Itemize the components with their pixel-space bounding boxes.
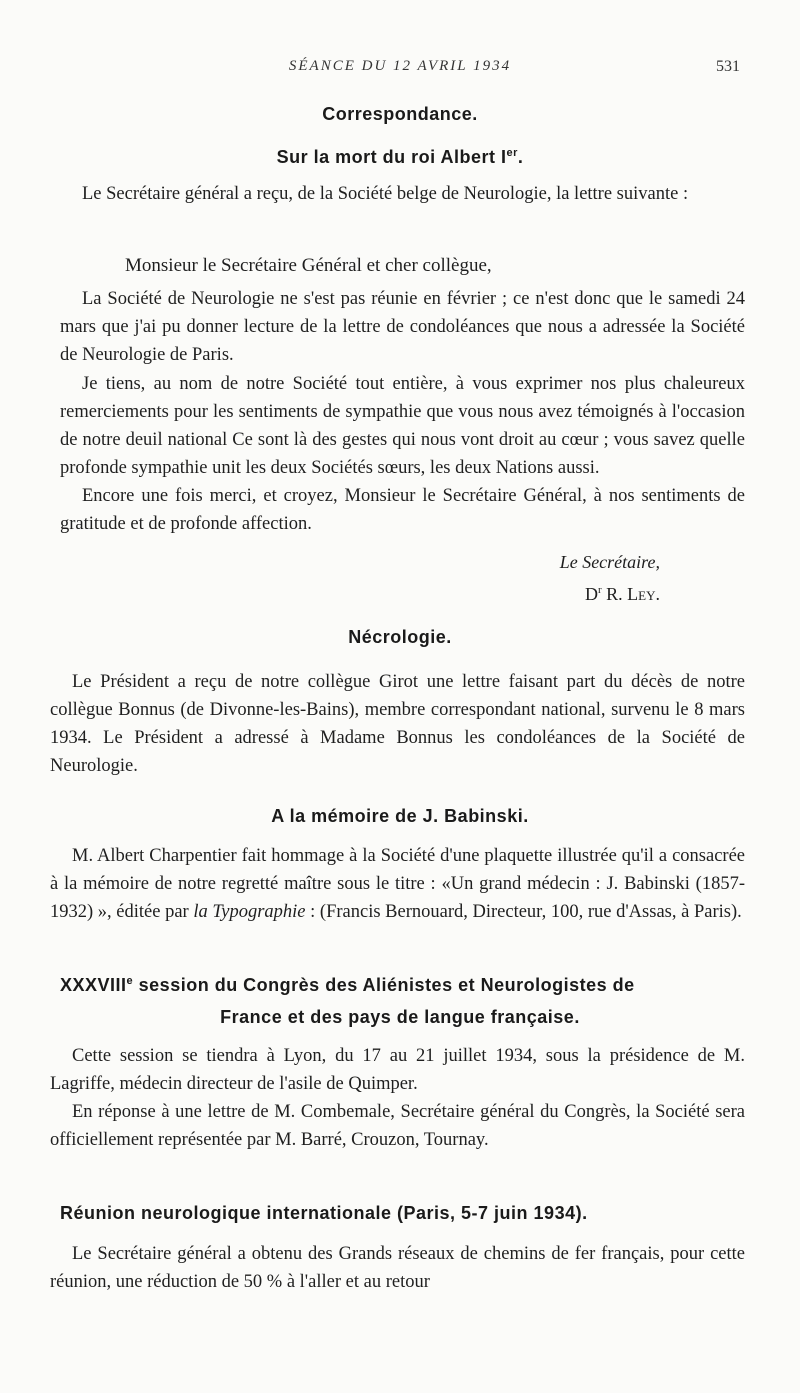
congres-paragraph-2: En réponse à une lettre de M. Combemale, Secrétaire général du Congrès, la Société sera officiellement représentée par M. Barré, Crouzon, Tournay. — [50, 1102, 745, 1150]
letter-paragraph-1: La Société de Neurologie ne s'est pas réunie en février ; ce n'est donc que le samedi 24 mars que j'ai pu donner lecture de la lettre de condoléances que nous a adressée la Société de Neurologie de Paris. — [60, 289, 745, 365]
signature-name — [585, 584, 660, 605]
subtitle-mort-roi-albert — [0, 147, 800, 168]
section-title-congres-line2: France et des pays de langue française. — [220, 1007, 580, 1027]
section-title-reunion: Réunion neurologique internationale (Paris, 5-7 juin 1934). — [60, 1203, 588, 1223]
congres-title-sup: e — [126, 975, 134, 987]
signature-sup: r — [597, 584, 602, 596]
necrologie-text: Le Président a reçu de notre collègue Girot une lettre faisant part du décès de notre collègue Bonnus (de Divonne-les-Bains), membre correspondant national, survenu le 8 mars 1934. Le Président a adressé à Madame Bonnus les condoléances de la Société de Neurologie. — [50, 672, 745, 776]
section-title-necrologie: Nécrologie. — [348, 627, 452, 647]
congres-title-rest: session du Congrès des Aliénistes et Neurologistes de — [133, 975, 635, 995]
letter-paragraph-3: Encore une fois merci, et croyez, Monsieur le Secrétaire Général, à nos sentiments de gratitude et de profonde affection. — [60, 486, 745, 534]
running-header — [0, 58, 800, 84]
section-title-babinski: A la mémoire de J. Babinski. — [271, 806, 529, 826]
section-title-congres — [60, 975, 750, 996]
babinski-publisher: la Typographie — [193, 902, 306, 922]
section-title-correspondance: Correspondance. — [322, 104, 478, 124]
letter-paragraph-2: Je tiens, au nom de notre Société tout entière, à vous exprimer nos plus chaleureux remerciements pour les sentiments de sympathie que vous nous avez témoignés à l'occasion de notre deuil national Ce sont là des gestes qui nous vont droit au cœur ; vous savez quelle profonde sympathie unit les deux Sociétés sœurs, les deux Nations aussi. — [60, 374, 745, 478]
subtitle-sup: er — [506, 147, 518, 159]
signature-text: R. Ley. — [601, 584, 660, 604]
signature-role: Le Secrétaire, — [559, 552, 660, 572]
reunion-text: Le Secrétaire général a obtenu des Grands réseaux de chemins de fer français, pour cette réunion, une réduction de 50 % à l'aller et au retour — [50, 1244, 745, 1292]
babinski-text-before: M. Albert Charpentier fait hommage à la Société d'une plaquette illustrée qu'il a consacrée à la mémoire de notre regretté maître sous le titre : «Un grand médecin : J. Babinski (1857-1932) », éditée par — [50, 846, 745, 922]
signature-prefix: D — [584, 584, 598, 604]
page-number: 531 — [716, 58, 740, 75]
congres-title-number: XXXVIII — [60, 975, 127, 995]
subtitle-suffix: . — [517, 147, 524, 167]
letter-salutation: Monsieur le Secrétaire Général et cher collègue, — [125, 255, 492, 276]
running-title: SÉANCE DU 12 AVRIL 1934 — [288, 58, 512, 74]
babinski-text — [50, 842, 745, 926]
subtitle-text: Sur la mort du roi Albert I — [276, 147, 507, 167]
congres-paragraph-1: Cette session se tiendra à Lyon, du 17 au 21 juillet 1934, sous la présidence de M. Lagriffe, médecin directeur de l'asile de Quimper. — [50, 1046, 745, 1094]
correspondance-intro: Le Secrétaire général a reçu, de la Société belge de Neurologie, la lettre suivante : — [82, 184, 689, 204]
babinski-text-after: : (Francis Bernouard, Directeur, 100, rue d'Assas, à Paris). — [305, 902, 742, 922]
